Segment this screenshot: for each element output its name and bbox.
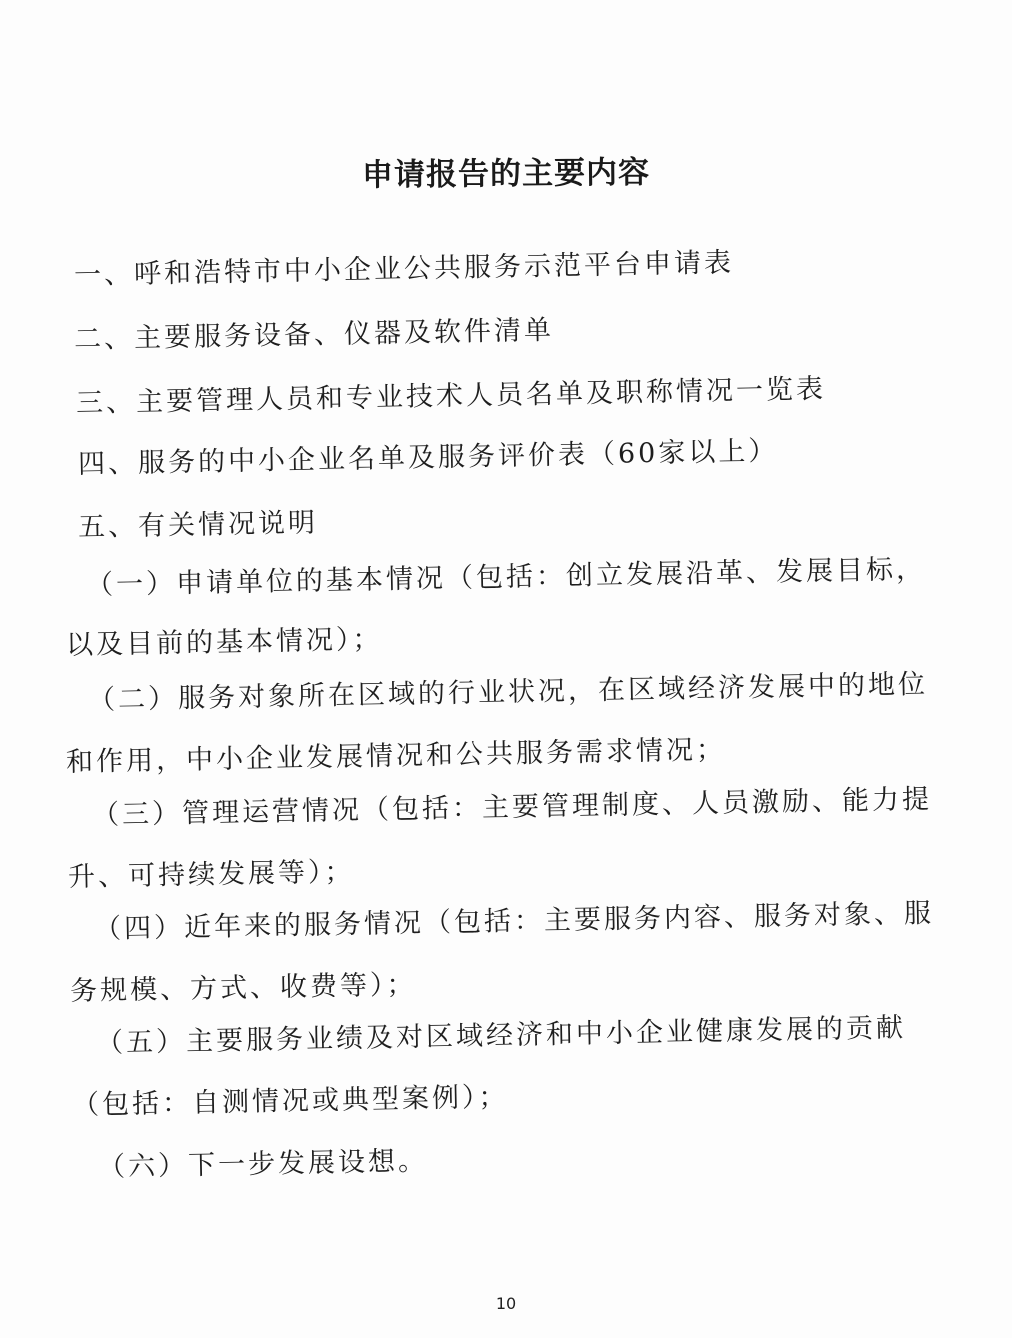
list-item-5: 五、有关情况说明 — [77, 507, 319, 543]
list-item-4: 四、服务的中小企业名单及服务评价表（60家以上） — [77, 435, 779, 480]
sub-item-1-line-2: 以及目前的基本情况）； — [65, 623, 383, 661]
page-number: 10 — [495, 1294, 517, 1313]
sub-item-3-line-2: 升、可持续发展等）； — [67, 856, 355, 893]
sub-item-1-line-1: （一）申请单位的基本情况（包括：创立发展沿革、发展目标， — [85, 553, 927, 601]
sub-item-5-line-2: （包括：自测情况或典型案例）； — [71, 1081, 509, 1121]
sub-item-6-line-1: （六）下一步发展设想。 — [97, 1145, 429, 1183]
sub-item-3-line-1: （三）管理运营情况（包括：主要管理制度、人员激励、能力提 — [91, 783, 933, 831]
list-item-2: 二、主要服务设备、仪器及软件清单 — [73, 314, 555, 355]
list-item-1: 一、呼和浩特市中小企业公共服务示范平台申请表 — [73, 247, 735, 291]
list-item-3: 三、主要管理人员和专业技术人员名单及职称情况一览表 — [75, 373, 827, 419]
sub-item-5-line-1: （五）主要服务业绩及对区域经济和中小企业健康发展的贡献 — [95, 1012, 907, 1059]
sub-item-2-line-1: （二）服务对象所在区域的行业状况，在区域经济发展中的地位 — [87, 668, 929, 716]
sub-item-2-line-2: 和作用，中小企业发展情况和公共服务需求情况； — [65, 734, 727, 778]
sub-item-4-line-2: 务规模、方式、收费等）； — [69, 969, 417, 1007]
page-title: 申请报告的主要内容 — [361, 154, 651, 194]
sub-item-4-line-1: （四）近年来的服务情况（包括：主要服务内容、服务对象、服 — [93, 897, 935, 945]
